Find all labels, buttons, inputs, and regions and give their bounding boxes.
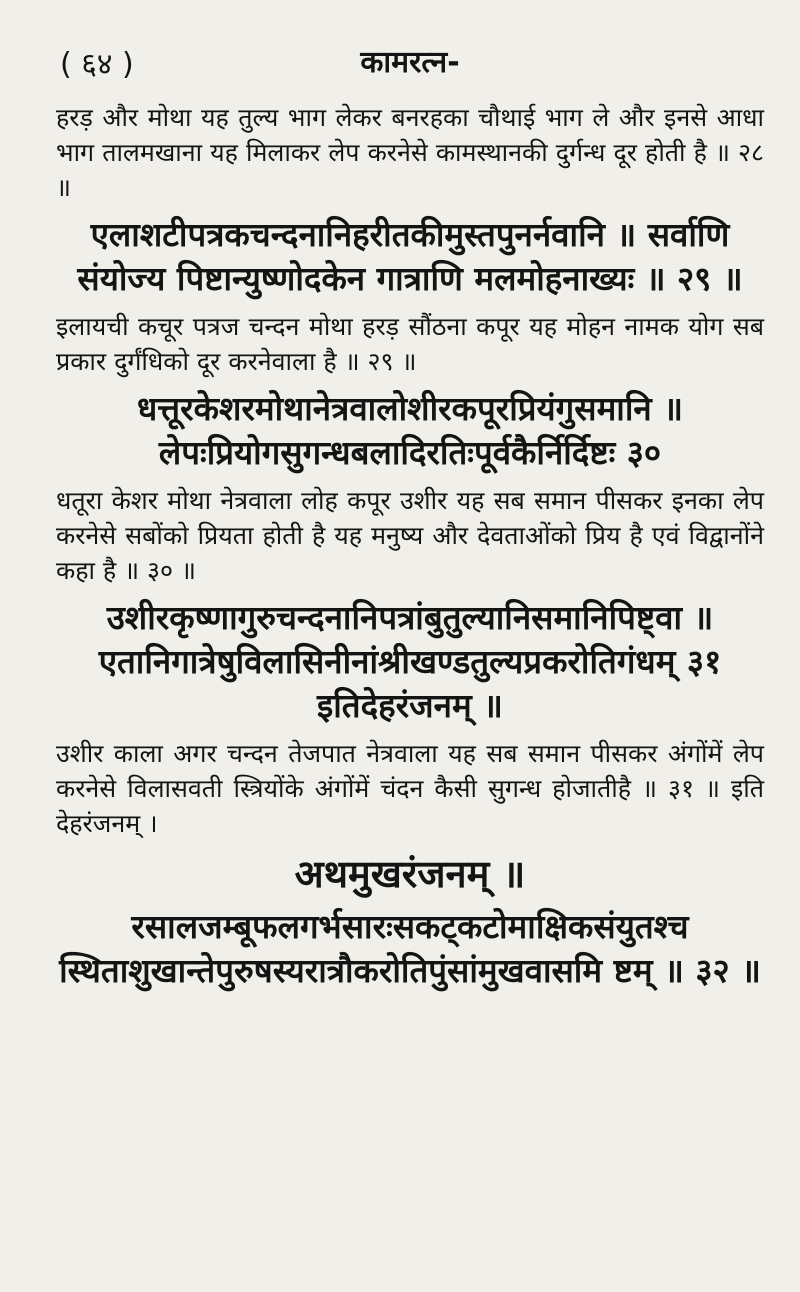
sanskrit-verse-29: एलाशटीपत्रकचन्दनानिहरीतकीमुस्तपुनर्नवानि ॥ सर्वाणि संयोज्य पिष्टान्युष्णोदकेन गात्राणि मलमोहनाख्यः ॥ २९ ॥ — [77, 215, 743, 298]
commentary-28: हरड़ और मोथा यह तुल्य भाग लेकर बनरहका चौथाई भाग ले और इनसे आधा भाग तालमखाना यह मिलाकर लेप करनेसे कामस्थानकी दुर्गन्ध दूर होती है ॥ २८ ॥ — [56, 103, 764, 202]
page-number: ( ६४ ) — [60, 47, 134, 82]
page-header — [56, 38, 764, 88]
sanskrit-verse-31: उशीरकृष्णागुरुचन्दनानिपत्रांबुतुल्यानिसमानिपिष्ट्वा ॥ एतानिगात्रेषुविलासिनीनांश्रीखण्डतुल्यप्रकरोतिगंधम् ३१ इतिदेहरंजनम् ॥ — [98, 598, 722, 725]
sanskrit-verse-32: रसालजम्बूफलगर्भसारःसकट्कटोमाक्षिकसंयुतश्च स्थिताशुखान्तेपुरुषस्यरात्रौकरोतिपुंसांमुखवासमि ष्टम् ॥ ३२ ॥ — [59, 907, 761, 990]
running-title: कामरत्न- — [360, 45, 460, 80]
sanskrit-verse-30: धत्तूरकेशरमोथानेत्रवालोशीरकपूरप्रियंगुसमानि ॥ लेपःप्रियोगसुगन्धबलादिरतिःपूर्वकैर्निर्दिष्टः ३० — [137, 389, 683, 472]
page-content — [56, 100, 764, 1001]
commentary-30: धतूरा केशर मोथा नेत्रवाला लोह कपूर उशीर यह सब समान पीसकर इनका लेप करनेसे सबोंको प्रियता होती है यह मनुष्य और देवताओंको प्रिय है एवं विद्वानोंने कहा है ॥ ३० ॥ — [56, 486, 764, 585]
commentary-31: उशीर काला अगर चन्दन तेजपात नेत्रवाला यह सब समान पीसकर अंगोंमें लेप करनेसे विलासवती स्त्रियोंके अंगोंमें चंदन कैसी सुगन्ध होजातीहै ॥ ३१ ॥ इति देहरंजनम् । — [56, 739, 764, 838]
section-heading: अथमुखरंजनम् ॥ — [294, 852, 526, 896]
commentary-29: इलायची कचूर पत्रज चन्दन मोथा हरड़ सौंठना कपूर यह मोहन नामक योग सब प्रकार दुर्गंधिको दूर करनेवाला है ॥ २९ ॥ — [56, 312, 764, 376]
